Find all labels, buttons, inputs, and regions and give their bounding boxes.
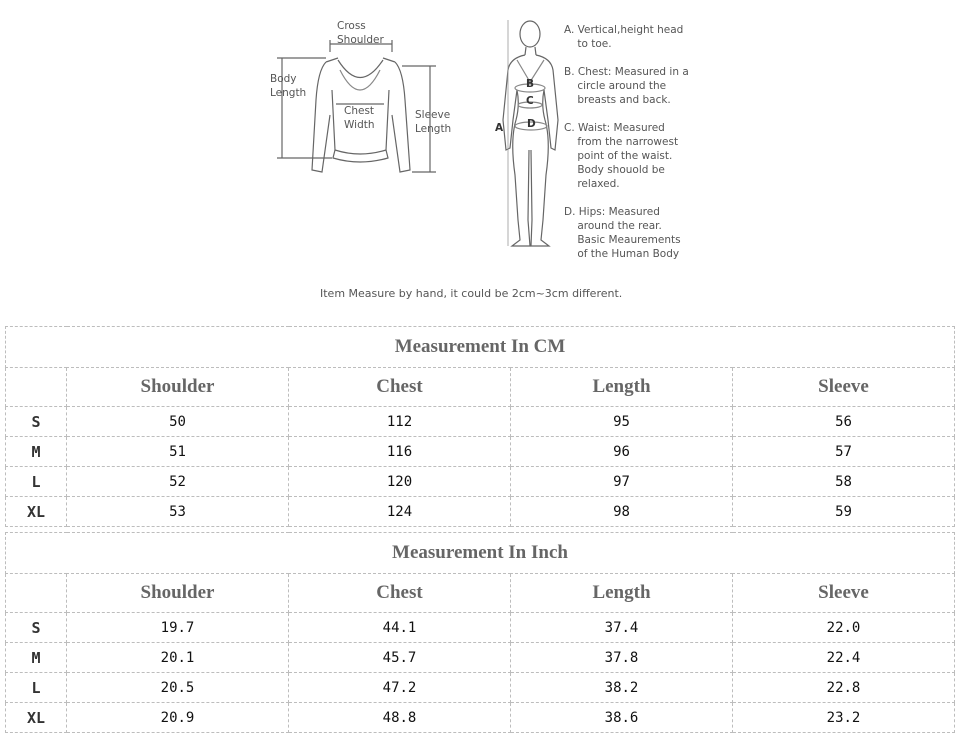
- garment-sketch: [0, 0, 961, 320]
- chest-value: 124: [289, 497, 511, 527]
- size-label: S: [6, 407, 67, 437]
- shoulder-value: 50: [67, 407, 289, 437]
- chest-value: 48.8: [289, 703, 511, 733]
- length-value: 38.2: [511, 673, 733, 703]
- header-chest: Chest: [289, 574, 511, 613]
- size-label: L: [6, 673, 67, 703]
- measure-note: Item Measure by hand, it could be 2cm~3cm different.: [320, 287, 623, 300]
- table-row: [6, 613, 955, 643]
- header-shoulder: Shoulder: [67, 574, 289, 613]
- header-length: Length: [511, 368, 733, 407]
- sleeve-value: 56: [733, 407, 955, 437]
- shoulder-value: 53: [67, 497, 289, 527]
- cm-size-table: [5, 326, 955, 527]
- measurement-diagram: [0, 0, 961, 320]
- instruction-d: D. Hips: Measured around the rear. Basic Meaurements of the Human Body: [564, 206, 681, 260]
- length-value: 98: [511, 497, 733, 527]
- cross-shoulder-label: Cross Shoulder: [337, 20, 384, 46]
- size-label: S: [6, 613, 67, 643]
- length-value: 95: [511, 407, 733, 437]
- sleeve-value: 59: [733, 497, 955, 527]
- marker-c: C: [526, 95, 534, 107]
- table-row: [6, 673, 955, 703]
- table-row: [6, 437, 955, 467]
- header-sleeve: Sleeve: [733, 368, 955, 407]
- sleeve-value: 57: [733, 437, 955, 467]
- sleeve-value: 22.8: [733, 673, 955, 703]
- chest-value: 47.2: [289, 673, 511, 703]
- size-label: M: [6, 643, 67, 673]
- shoulder-value: 51: [67, 437, 289, 467]
- length-value: 97: [511, 467, 733, 497]
- body-length-label: Body Length: [270, 73, 307, 99]
- length-value: 37.8: [511, 643, 733, 673]
- table-row: [6, 703, 955, 733]
- table-row: [6, 467, 955, 497]
- shoulder-value: 52: [67, 467, 289, 497]
- shoulder-value: 20.1: [67, 643, 289, 673]
- marker-b: B: [526, 78, 535, 90]
- instruction-a: A. Vertical,height head to toe.: [564, 24, 684, 50]
- table-row: [6, 497, 955, 527]
- chest-value: 44.1: [289, 613, 511, 643]
- sleeve-value: 23.2: [733, 703, 955, 733]
- sleeve-value: 22.0: [733, 613, 955, 643]
- cm-table-title: Measurement In CM: [6, 327, 955, 368]
- chest-value: 116: [289, 437, 511, 467]
- marker-d: D: [527, 118, 536, 130]
- size-label: XL: [6, 497, 67, 527]
- length-value: 37.4: [511, 613, 733, 643]
- header-sleeve: Sleeve: [733, 574, 955, 613]
- sleeve-value: 58: [733, 467, 955, 497]
- shoulder-value: 19.7: [67, 613, 289, 643]
- sleeve-length-label: Sleeve Length: [415, 109, 452, 135]
- inch-table-title: Measurement In Inch: [6, 533, 955, 574]
- shoulder-value: 20.9: [67, 703, 289, 733]
- marker-a: A: [495, 122, 504, 134]
- header-chest: Chest: [289, 368, 511, 407]
- table-row: [6, 407, 955, 437]
- table-row: [6, 643, 955, 673]
- size-label: XL: [6, 703, 67, 733]
- instruction-b: B. Chest: Measured in a circle around the breasts and back.: [564, 66, 689, 106]
- inch-size-table: [5, 532, 955, 733]
- length-value: 96: [511, 437, 733, 467]
- header-blank: [6, 574, 67, 613]
- instruction-c: C. Waist: Measured from the narrowest point of the waist. Body shouold be relaxed.: [564, 122, 679, 190]
- sleeve-value: 22.4: [733, 643, 955, 673]
- size-label: M: [6, 437, 67, 467]
- size-label: L: [6, 467, 67, 497]
- length-value: 38.6: [511, 703, 733, 733]
- header-length: Length: [511, 574, 733, 613]
- chest-value: 112: [289, 407, 511, 437]
- chest-value: 45.7: [289, 643, 511, 673]
- header-shoulder: Shoulder: [67, 368, 289, 407]
- header-blank: [6, 368, 67, 407]
- shoulder-value: 20.5: [67, 673, 289, 703]
- chest-value: 120: [289, 467, 511, 497]
- chest-width-label: Chest Width: [344, 105, 375, 131]
